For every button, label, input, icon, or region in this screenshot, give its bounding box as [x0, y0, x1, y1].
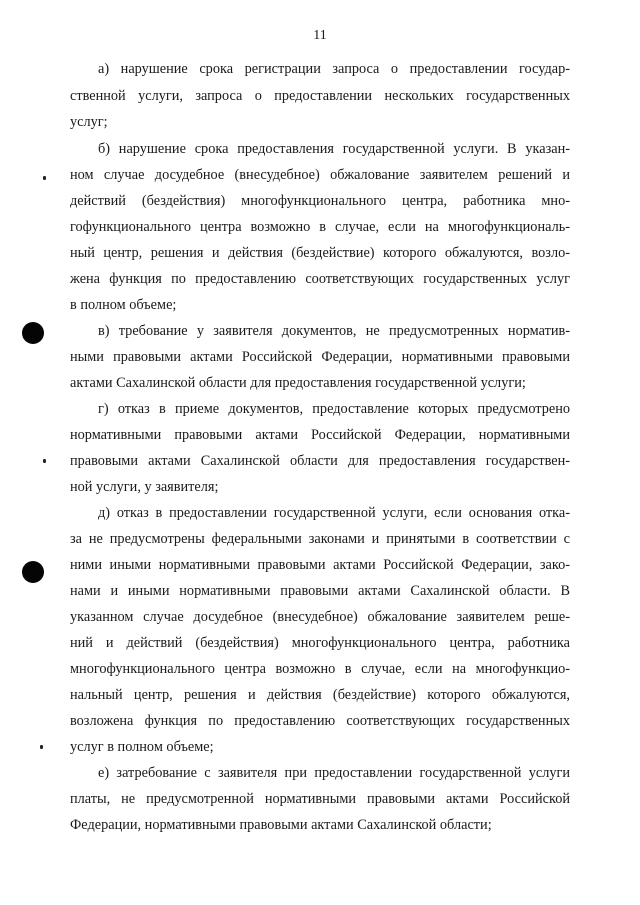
- scan-speck: [43, 176, 46, 180]
- text-line: действий (бездействия) многофункционального центра, работника мно-: [70, 193, 570, 209]
- text-line: в полном объеме;: [70, 297, 177, 313]
- scan-speck: [43, 459, 46, 463]
- text-line: гофункционального центра возможно в случае, если на многофункциональ-: [70, 219, 570, 235]
- text-line: ними иными нормативными правовыми актами Российской Федерации, зако-: [70, 557, 570, 573]
- text-line: правовыми актами Сахалинской области для предоставления государствен-: [70, 453, 570, 469]
- text-line: нормативными правовыми актами Российской Федерации, нормативными: [70, 427, 570, 443]
- text-line: за не предусмотрены федеральными законами и принятыми в соответствии с: [70, 531, 570, 547]
- text-line: услуг;: [70, 114, 108, 130]
- text-line: ной услуги, у заявителя;: [70, 479, 219, 495]
- text-line: ственной услуги, запроса о предоставлении нескольких государственных: [70, 88, 570, 104]
- text-line: ном случае досудебное (внесудебное) обжалование заявителем решений и: [70, 167, 570, 183]
- text-line: платы, не предусмотренной нормативными правовыми актами Российской: [70, 791, 570, 807]
- text-line: нами и иными нормативными правовыми актами Сахалинской области. В: [70, 583, 570, 599]
- text-line: жена функция по предоставлению соответствующих государственных услуг: [70, 271, 570, 287]
- text-line: д) отказ в предоставлении государственной услуги, если основания отка-: [98, 505, 570, 521]
- text-line: в) требование у заявителя документов, не предусмотренных норматив-: [98, 323, 570, 339]
- text-line: указанном случае досудебное (внесудебное) обжалование заявителем реше-: [70, 609, 570, 625]
- scan-speck: [40, 745, 43, 749]
- text-line: ными правовыми актами Российской Федерации, нормативными правовыми: [70, 349, 570, 365]
- text-line: ный центр, решения и действия (бездействие) которого обжалуются, возло-: [70, 245, 570, 261]
- page-number: 11: [313, 28, 327, 43]
- text-line: а) нарушение срока регистрации запроса о предоставлении государ-: [98, 61, 570, 77]
- punch-hole-bottom: [22, 561, 44, 583]
- text-line: б) нарушение срока предоставления государственной услуги. В указан-: [98, 141, 570, 157]
- text-line: е) затребование с заявителя при предоставлении государственной услуги: [98, 765, 570, 781]
- text-line: многофункционального центра возможно в случае, если на многофункцио-: [70, 661, 570, 677]
- text-line: Федерации, нормативными правовыми актами Сахалинской области;: [70, 817, 492, 833]
- text-line: нальный центр, решения и действия (бездействие) которого обжалуются,: [70, 687, 570, 703]
- text-line: услуг в полном объеме;: [70, 739, 214, 755]
- text-line: г) отказ в приеме документов, предоставление которых предусмотрено: [98, 401, 570, 417]
- text-line: ний и действий (бездействия) многофункционального центра, работника: [70, 635, 570, 651]
- text-line: возложена функция по предоставлению соответствующих государственных: [70, 713, 570, 729]
- text-line: актами Сахалинской области для предоставления государственной услуги;: [70, 375, 526, 391]
- punch-hole-top: [22, 322, 44, 344]
